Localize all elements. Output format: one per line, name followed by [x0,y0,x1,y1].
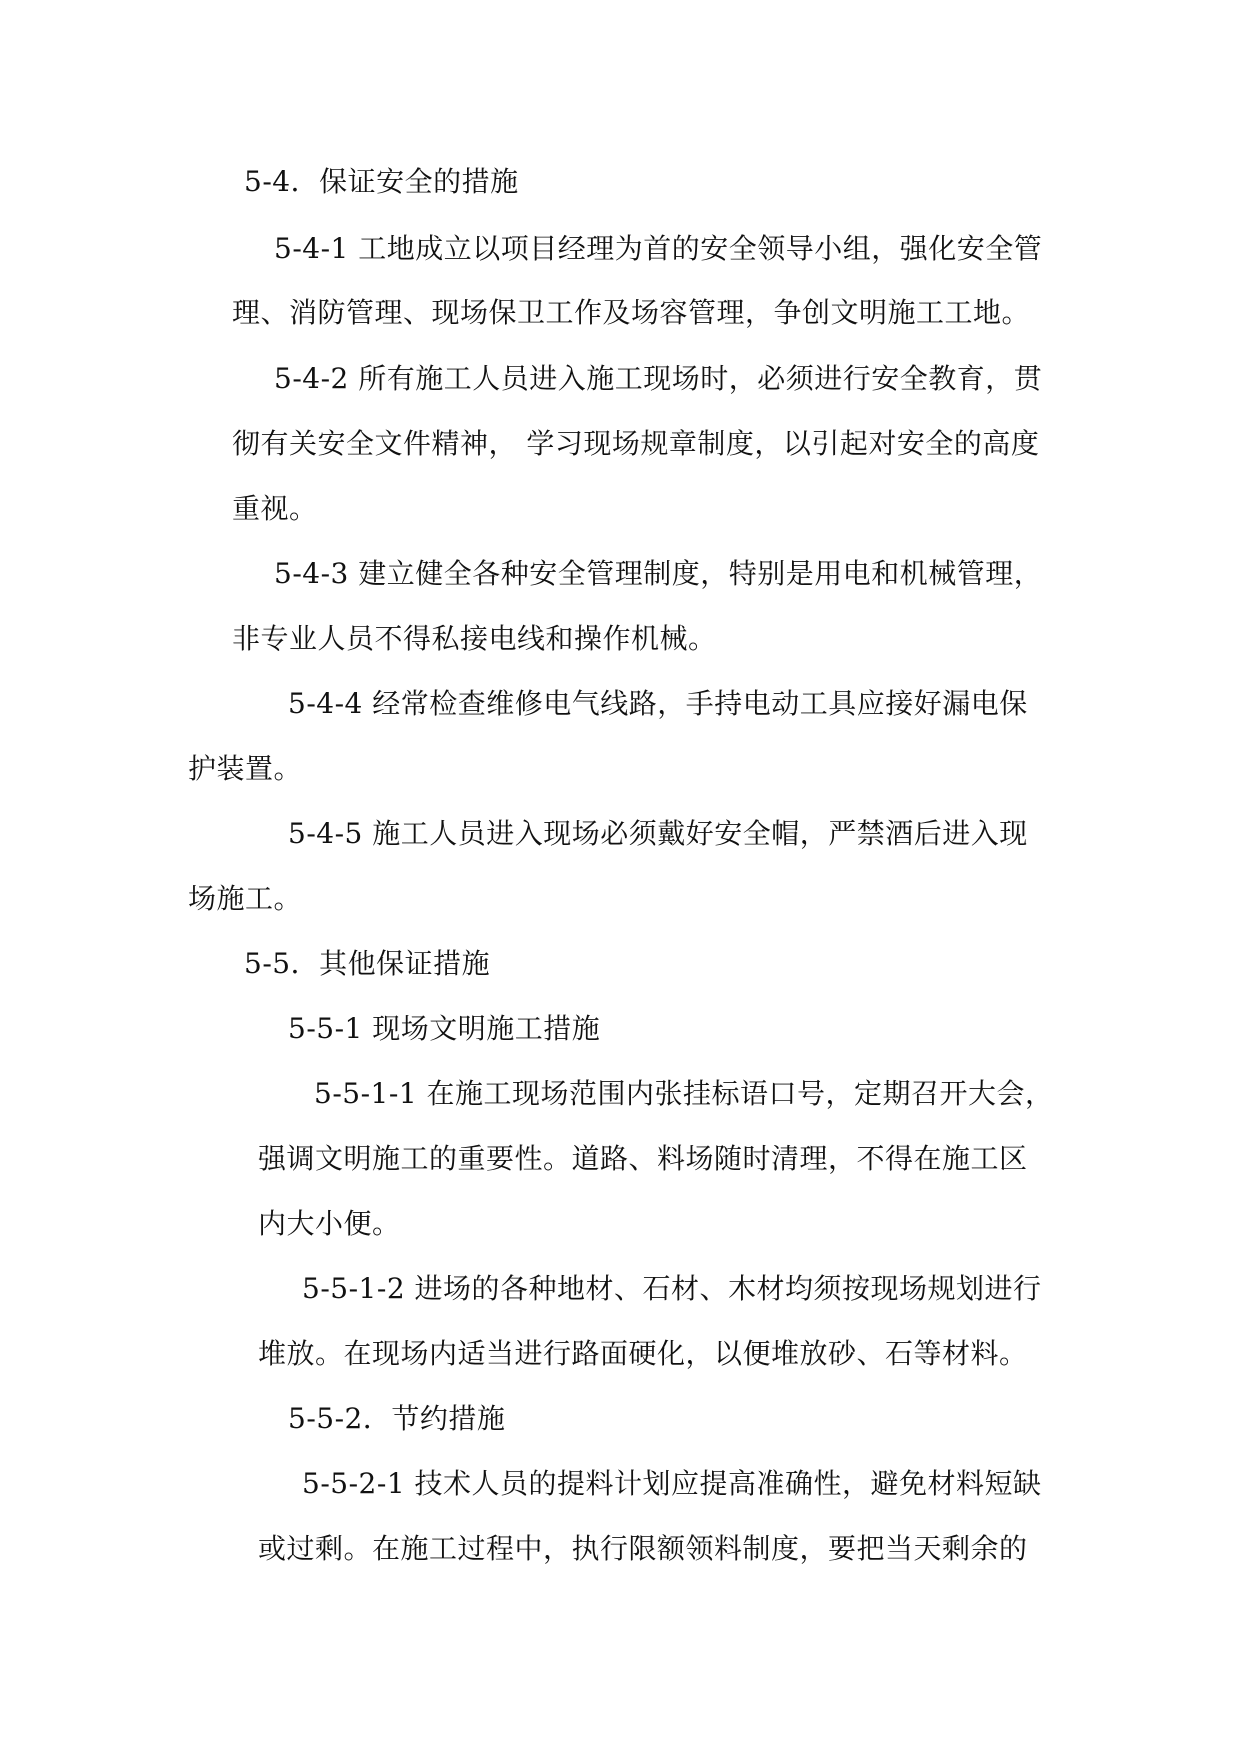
paragraph-5-5-1-1-line-2: 强调文明施工的重要性。道路、料场随时清理，不得在施工区 [258,1142,1028,1175]
paragraph-5-4-3-line-2: 非专业人员不得私接电线和操作机械。 [232,622,717,655]
section-heading-5-5: 5-5．其他保证措施 [244,947,491,980]
paragraph-5-4-2-line-3: 重视。 [232,492,318,525]
paragraph-5-4-1-line-2: 理、消防管理、现场保卫工作及场容管理，争创文明施工工地。 [232,296,1031,329]
paragraph-5-5-1-1-line-3: 内大小便。 [258,1207,401,1240]
paragraph-5-5-1-2-line-2: 堆放。在现场内适当进行路面硬化，以便堆放砂、石等材料。 [258,1337,1028,1370]
subsection-heading-5-5-2: 5-5-2．节约措施 [288,1402,506,1435]
paragraph-5-4-5-line-1: 5-4-5 施工人员进入现场必须戴好安全帽，严禁酒后进入现 [288,817,1028,850]
subsection-heading-5-5-1: 5-5-1 现场文明施工措施 [288,1012,601,1045]
paragraph-5-5-1-1-line-1: 5-5-1-1 在施工现场范围内张挂标语口号，定期召开大会， [314,1077,1054,1110]
paragraph-5-4-4-line-2: 护装置。 [188,752,303,785]
paragraph-5-5-1-2-line-1: 5-5-1-2 进场的各种地材、石材、木材均须按现场规划进行 [302,1272,1042,1305]
paragraph-5-4-2-line-2: 彻有关安全文件精神， 学习现场规章制度，以引起对安全的高度 [232,427,1040,460]
paragraph-5-4-5-line-2: 场施工。 [188,882,303,915]
paragraph-5-4-1-line-1: 5-4-1 工地成立以项目经理为首的安全领导小组，强化安全管 [274,232,1043,265]
paragraph-5-4-2-line-1: 5-4-2 所有施工人员进入施工现场时，必须进行安全教育，贯 [274,362,1043,395]
section-heading-5-4: 5-4．保证安全的措施 [244,165,519,198]
paragraph-5-5-2-1-line-1: 5-5-2-1 技术人员的提料计划应提高准确性，避免材料短缺 [302,1467,1042,1500]
paragraph-5-5-2-1-line-2: 或过剩。在施工过程中，执行限额领料制度，要把当天剩余的 [258,1532,1028,1565]
paragraph-5-4-3-line-1: 5-4-3 建立健全各种安全管理制度，特别是用电和机械管理， [274,557,1043,590]
paragraph-5-4-4-line-1: 5-4-4 经常检查维修电气线路，手持电动工具应接好漏电保 [288,687,1028,720]
